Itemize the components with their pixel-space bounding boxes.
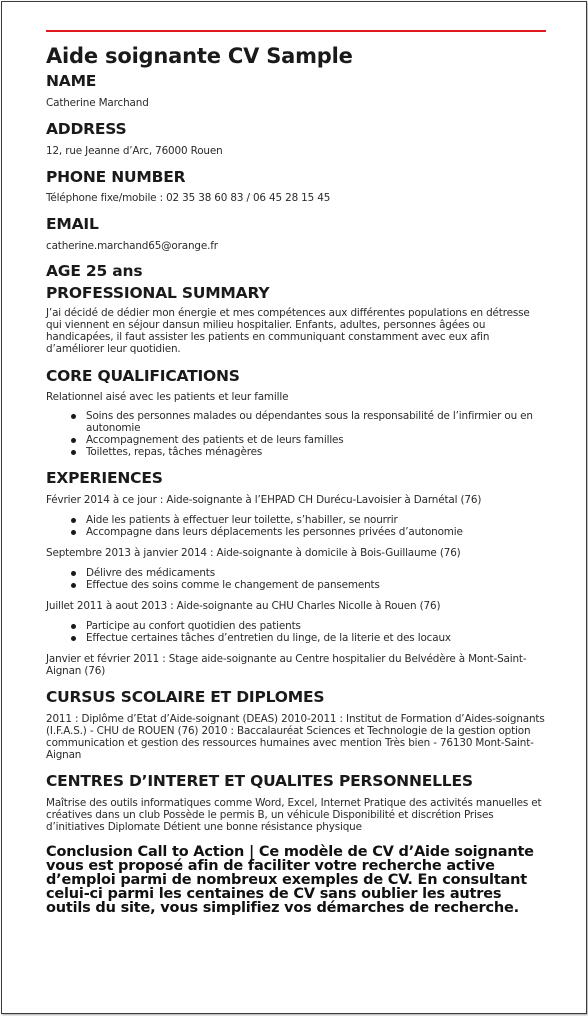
qualifications-intro: Relationnel aisé avec les patients et leur famille [46,391,289,403]
education-text: 2011 : Diplôme d’Etat d’Aide-soignant (DEAS) 2010-2011 : Institut de Formation d’Aides-soignants (I.F.A.S.) - CHU de ROUEN (76) 2010 : Baccalauréat Sciences et Technologie de la gestion option communication et gestion des ressources humaines avec mention Très bien - 76130 Mont-Saint-Aignan [46,713,545,761]
list-item: Accompagne dans leurs déplacements les personnes privées d’autonomie [86,526,546,538]
job-duties [46,567,546,591]
phone-heading: PHONE NUMBER [46,168,186,186]
email-value: catherine.marchand65@orange.fr [46,240,218,252]
email-heading: EMAIL [46,215,99,233]
address-heading: ADDRESS [46,120,127,138]
list-item: Aide les patients à effectuer leur toilette, s’habiller, se nourrir [86,514,546,526]
address-value: 12, rue Jeanne d’Arc, 76000 Rouen [46,145,223,157]
interests-text: Maîtrise des outils informatiques comme Word, Excel, Internet Pratique des activités manuelles et créatives dans un club Possède le permis B, un véhicule Disponibilité et discrétion Prises d’initiatives Diplomate Détient une bonne résistance physique [46,797,542,833]
list-item: Participe au confort quotidien des patients [86,620,546,632]
job-duties [46,620,546,644]
document-title: Aide soignante CV Sample [46,44,353,68]
education-heading: CURSUS SCOLAIRE ET DIPLOMES [46,688,325,706]
job-title: Février 2014 à ce jour : Aide-soignante à l’EHPAD CH Durécu-Lavoisier à Darnétal (76) [46,494,482,506]
list-item: Effectue des soins comme le changement de pansements [86,579,546,591]
list-item: Effectue certaines tâches d’entretien du linge, de la literie et des locaux [86,632,546,644]
name-heading: NAME [46,72,97,90]
job-duties [46,514,546,538]
job-title: Septembre 2013 à janvier 2014 : Aide-soignante à domicile à Bois-Guillaume (76) [46,547,461,559]
experiences-heading: EXPERIENCES [46,469,163,487]
phone-value: Téléphone fixe/mobile : 02 35 38 60 83 / 06 45 28 15 45 [46,192,331,204]
call-to-action: Conclusion Call to Action | Ce modèle de CV d’Aide soignante vous est proposé afin de faciliter votre recherche active d’emploi parmi de nombreux exemples de CV. En consultant celui-ci parmi les centaines de CV sans oublier les autres outils du site, vous simplifiez vos démarches de recherche. [46,844,534,916]
summary-text: J’ai décidé de dédier mon énergie et mes compétences aux différentes populations en détresse qui viennent en séjour dansun milieu hospitalier. Enfants, adultes, personnes âgées ou handicapées, il faut assister les patients en communiquant constamment avec eux afin d’améliorer leur quotidien. [46,307,530,355]
qualifications-list [46,410,546,458]
age-heading: AGE 25 ans [46,262,143,280]
job-title: Juillet 2011 à aout 2013 : Aide-soignante au CHU Charles Nicolle à Rouen (76) [46,600,441,612]
interests-heading: CENTRES D’INTERET ET QUALITES PERSONNELLES [46,772,473,790]
name-value: Catherine Marchand [46,97,149,109]
list-item: Soins des personnes malades ou dépendantes sous la responsabilité de l’infirmier ou en autonomie [86,410,546,434]
cv-content [46,30,546,915]
list-item: Accompagnement des patients et de leurs familles [86,434,546,446]
list-item: Toilettes, repas, tâches ménagères [86,446,546,458]
summary-heading: PROFESSIONAL SUMMARY [46,284,270,302]
cv-page [1,1,587,1014]
list-item: Délivre des médicaments [86,567,546,579]
qualifications-heading: CORE QUALIFICATIONS [46,367,240,385]
accent-rule [46,30,546,32]
job-title: Janvier et février 2011 : Stage aide-soignante au Centre hospitalier du Belvédère à Mont-Saint-Aignan (76) [46,653,527,677]
